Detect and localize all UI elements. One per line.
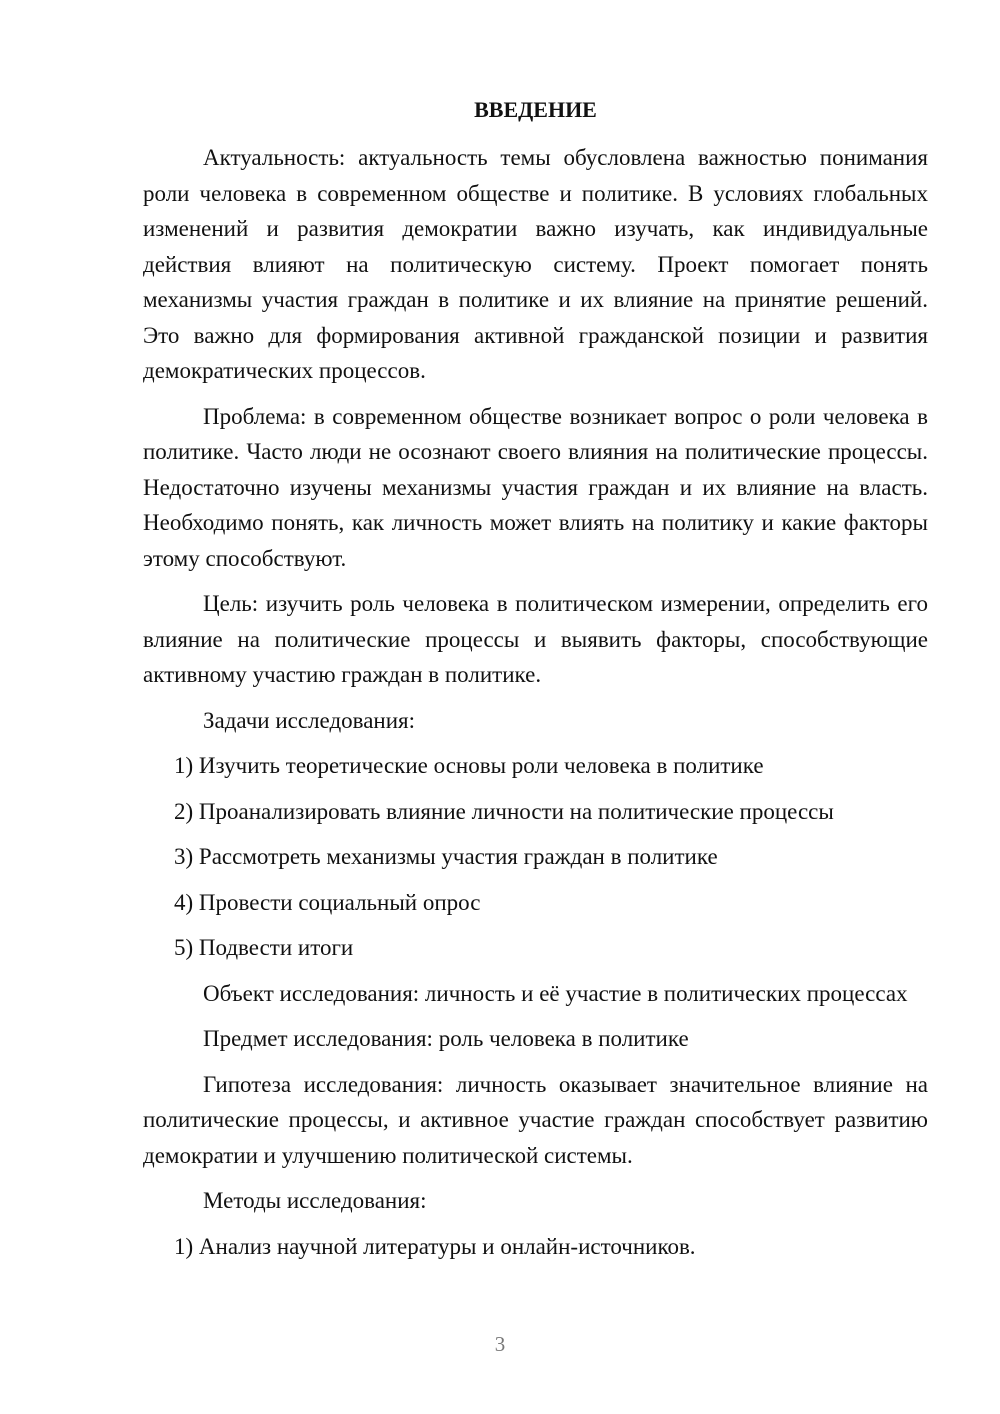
method-item: 1) Анализ научной литературы и онлайн-источников. <box>174 1233 696 1259</box>
document-page <box>143 92 928 1274</box>
object-paragraph: Объект исследования: личность и её участие в политических процессах <box>203 980 908 1006</box>
task-item: 1) Изучить теоретические основы роли человека в политике <box>174 753 764 778</box>
relevance-paragraph: Актуальность: актуальность темы обусловлена важностью понимания роли человека в современном обществе и политике. В условиях глобальных изменений и развития демократии важно изучать, как индивидуальные действия влияют на политическую систему. Проект помогает понять механизмы участия граждан в политике и их влияние на принятие решений. Это важно для формирования активной гражданской позиции и развития демократических процессов. <box>143 145 928 383</box>
task-item: 5) Подвести итоги <box>174 935 354 960</box>
problem-paragraph: Проблема: в современном обществе возникает вопрос о роли человека в политике. Часто люди не осознают своего влияния на политические процессы. Недостаточно изучены механизмы участия граждан и их влияние на власть. Необходимо понять, как личность может влиять на политику и какие факторы этому способствуют. <box>143 403 928 571</box>
task-item: 2) Проанализировать влияние личности на политические процессы <box>174 798 834 824</box>
hypothesis-paragraph: Гипотеза исследования: личность оказывает значительное влияние на политические процессы, и активное участие граждан способствует развитию демократии и улучшению политической системы. <box>143 1071 928 1168</box>
task-item: 4) Провести социальный опрос <box>174 889 481 915</box>
subject-paragraph: Предмет исследования: роль человека в политике <box>203 1026 689 1051</box>
goal-paragraph: Цель: изучить роль человека в политическом измерении, определить его влияние на политические процессы и выявить факторы, способствующие активному участию граждан в политике. <box>143 591 928 687</box>
tasks-heading: Задачи исследования: <box>203 707 416 733</box>
page-number: 3 <box>494 1332 506 1356</box>
task-item: 3) Рассмотреть механизмы участия граждан в политике <box>174 844 718 869</box>
methods-heading: Методы исследования: <box>203 1188 427 1213</box>
page-title: ВВЕДЕНИЕ <box>474 97 597 122</box>
